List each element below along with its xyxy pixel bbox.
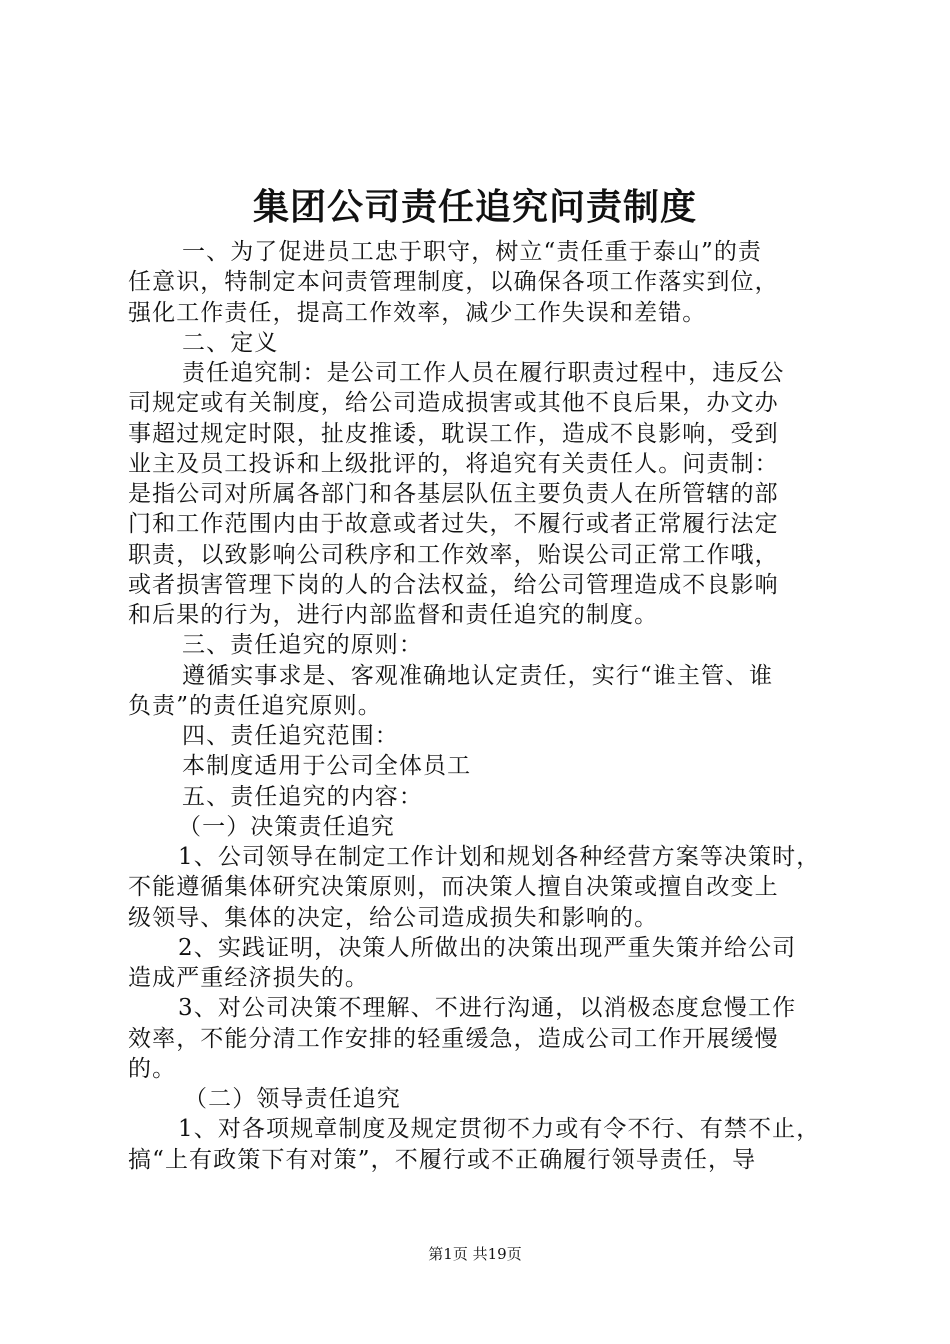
document-line: 不能遵循集体研究决策原则，而决策人擅自决策或擅自改变上 xyxy=(128,874,779,901)
document-line: 强化工作责任，提高工作效率，减少工作失误和差错。 xyxy=(128,299,707,326)
document-line: 遵循实事求是、客观准确地认定责任，实行“谁主管、谁 xyxy=(182,662,774,689)
document-line: 四、责任追究范围： xyxy=(182,723,399,749)
document-line: 和后果的行为，进行内部监督和责任追究的制度。 xyxy=(128,602,659,628)
document-line: 搞“上有政策下有对策”，不履行或不正确履行领导责任，导 xyxy=(128,1146,757,1173)
document-line: 二、定义 xyxy=(182,329,279,356)
document-line: 任意识，特制定本问责管理制度，以确保各项工作落实到位， xyxy=(128,269,779,296)
document-line: 五、责任追究的内容： xyxy=(182,783,423,810)
document-line: 三、责任追究的原则： xyxy=(182,632,423,659)
document-line: （二）领导责任追究 xyxy=(184,1086,401,1112)
document-line: 事超过规定时限，扯皮推诿，耽误工作，造成不良影响，受到 xyxy=(128,420,779,447)
document-line: 门和工作范围内由于故意或者过失，不履行或者正常履行法定 xyxy=(128,511,779,538)
document-line: 1、对各项规章制度及规定贯彻不力或有令不行、有禁不止， xyxy=(178,1116,821,1143)
document-line: 效率，不能分清工作安排的轻重缓急，造成公司工作开展缓慢 xyxy=(128,1025,779,1052)
page-footer: 第1页 共19页 xyxy=(428,1245,522,1263)
document-line: 业主及员工投诉和上级批评的，将追究有关责任人。问责制： xyxy=(128,450,779,477)
document-line: （一）决策责任追究 xyxy=(178,813,395,840)
document-line: 司规定或有关制度，给公司造成损害或其他不良后果，办文办 xyxy=(128,390,779,417)
document-line: 一、为了促进员工忠于职守，树立“责任重于泰山”的责 xyxy=(182,239,763,265)
document-line: 负责”的责任追究原则。 xyxy=(128,692,382,719)
document-line: 3、对公司决策不理解、不进行沟通，以消极态度怠慢工作 xyxy=(178,995,797,1022)
document-line: 或者损害管理下岗的人的合法权益，给公司管理造成不良影响 xyxy=(128,571,779,598)
document-line: 是指公司对所属各部门和各基层队伍主要负责人在所管辖的部 xyxy=(128,481,779,507)
document-line: 级领导、集体的决定，给公司造成损失和影响的。 xyxy=(128,904,659,931)
document-line: 职责，以致影响公司秩序和工作效率，贻误公司正常工作哦， xyxy=(128,541,779,568)
document-line: 责任追究制：是公司工作人员在履行职责过程中，违反公 xyxy=(182,360,785,386)
document-line: 2、实践证明，决策人所做出的决策出现严重失策并给公司 xyxy=(178,934,797,961)
document-body xyxy=(128,237,838,1175)
document-line: 1、公司领导在制定工作计划和规划各种经营方案等决策时， xyxy=(178,844,821,870)
document-line: 造成严重经济损失的。 xyxy=(128,965,369,991)
document-title: 集团公司责任追究问责制度 xyxy=(252,187,697,228)
document-line: 本制度适用于公司全体员工 xyxy=(182,753,472,780)
document-line: 的。 xyxy=(128,1055,177,1082)
